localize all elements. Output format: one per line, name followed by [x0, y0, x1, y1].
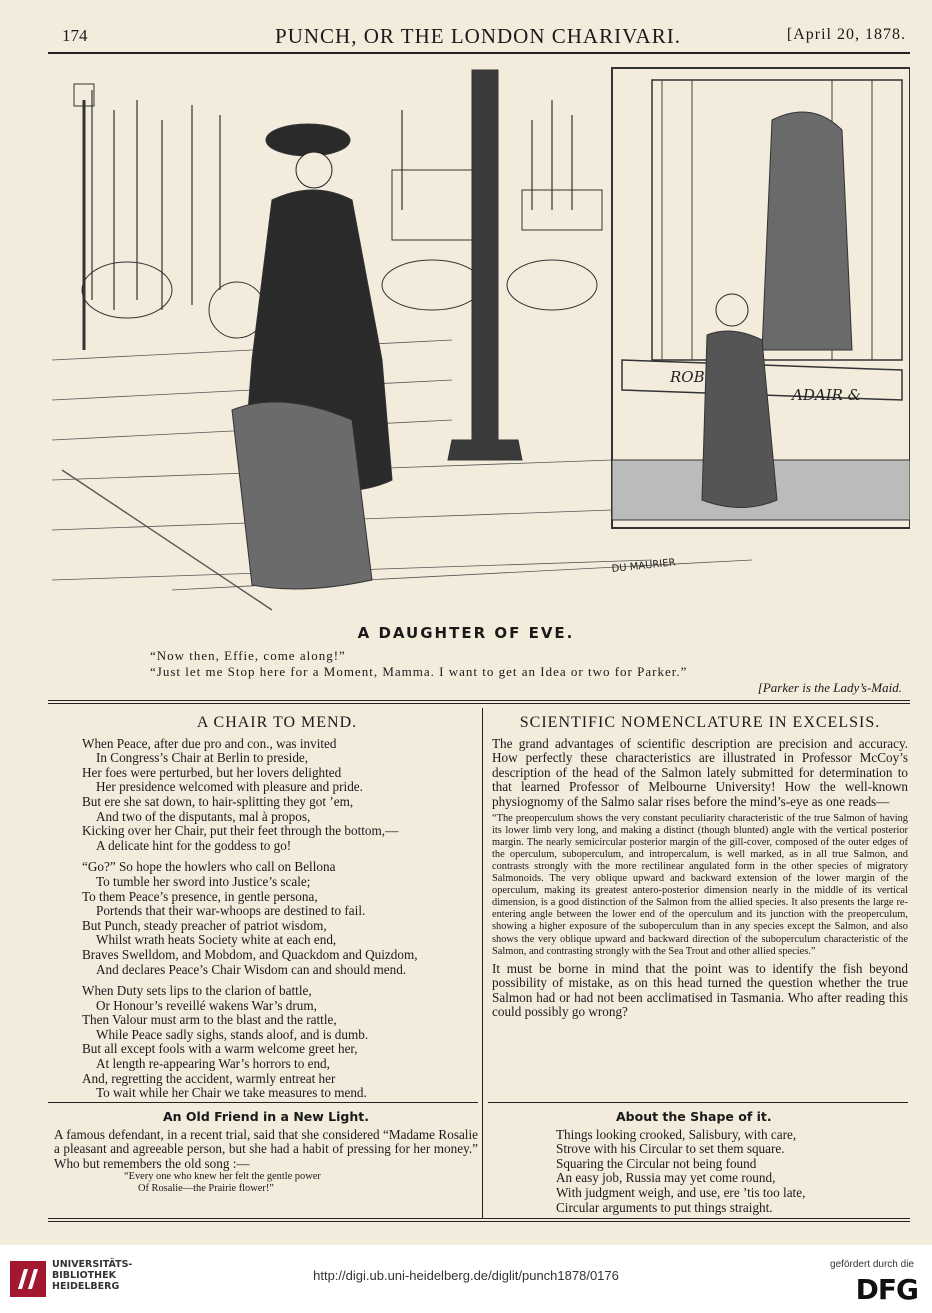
- poem-line: Her foes were perturbed, but her lovers delighted: [82, 764, 342, 780]
- poem-line: But Punch, steady preacher of patriot wisdom,: [82, 917, 327, 933]
- shape-title: About the Shape of it.: [616, 1109, 772, 1124]
- lady-hat: [266, 124, 350, 156]
- poem-line: Squaring the Circular not being found: [556, 1155, 757, 1171]
- poem-line: And declares Peace’s Chair Wisdom can and should mend.: [96, 961, 407, 977]
- girl-coat: [702, 331, 777, 508]
- lady-head: [296, 152, 332, 188]
- song-line-2: Of Rosalie—the Prairie flower!”: [138, 1183, 274, 1195]
- building: [522, 190, 602, 230]
- song-line-1: “Every one who knew her felt the gentle power: [124, 1171, 321, 1183]
- article-title: SCIENTIFIC NOMENCLATURE IN EXCELSIS.: [519, 714, 881, 731]
- library-name-line: UNIVERSITÄTS-: [52, 1259, 133, 1270]
- poem-line: Then Valour must arm to the blast and the rattle,: [82, 1012, 337, 1028]
- caption-note: [Parker is the Lady’s-Maid.: [757, 680, 902, 695]
- lower-rule-left: [48, 1102, 478, 1103]
- caption-line-1: “Now then, Effie, come along!”: [150, 648, 346, 663]
- girl-head: [716, 294, 748, 326]
- column-base: [448, 440, 522, 460]
- article-intro: The grand advantages of scientific description are precision and accuracy. How perfectly these characteristics are illustrated in Professor McCoy’s description of the head of the Salmon lately submitted for determination to that learned Professor of Melbourne University! How the well-known physiognomy of the Salmo salar rises before the mind’s-eye as one reads—: [492, 735, 908, 809]
- poem-line: But all except fools with a warm welcome greet her,: [82, 1041, 358, 1057]
- poem-line: Braves Swelldom, and Mobdom, and Quackdom and Quizdom,: [82, 946, 418, 962]
- column-divider: [482, 708, 483, 1218]
- library-name-line: BIBLIOTHEK: [52, 1270, 116, 1281]
- horse-left: [82, 262, 172, 318]
- poem-line: Her presidence welcomed with pleasure and pride.: [96, 779, 363, 795]
- lower-rule-right: [488, 1102, 908, 1103]
- poem-line: “Go?” So hope the howlers who call on Bellona: [82, 859, 336, 875]
- poem-line: When Duty sets lips to the clarion of battle,: [82, 983, 312, 999]
- shop-sign-left-text: ROB: [670, 368, 705, 386]
- poem-line: To tumble her sword into Justice’s scale;: [96, 873, 311, 889]
- poem-line: While Peace sadly sighs, stands aloof, and is dumb.: [96, 1026, 369, 1042]
- poem-line: Whilst wrath heats Society white at each end,: [96, 932, 337, 948]
- horse-middle: [382, 260, 482, 310]
- poem-line: Circular arguments to put things straight.: [556, 1199, 773, 1215]
- horse-right: [507, 260, 597, 310]
- dfg-logo[interactable]: DFG: [855, 1273, 918, 1306]
- poem-line: Things looking crooked, Salisbury, with care,: [556, 1126, 797, 1142]
- masthead-title: PUNCH, OR THE LONDON CHARIVARI.: [275, 24, 681, 48]
- old-friend-body: A famous defendant, in a recent trial, said that she considered “Madame Rosalie a pleasant and agreeable person, but she had a habit of pressing for her money.” Who but remembers the old song :—: [54, 1126, 478, 1171]
- permalink-url[interactable]: http://digi.ub.uni-heidelberg.de/diglit/punch1878/0176: [313, 1268, 619, 1283]
- old-friend-article: [54, 1110, 478, 1196]
- scientific-nomenclature-article: [492, 716, 908, 1020]
- poem-line: Portends that their war-whoops are destined to fail.: [96, 903, 366, 919]
- section-rule-2: [48, 703, 910, 704]
- shape-poem: [556, 1110, 906, 1215]
- poem-line: When Peace, after due pro and con., was invited: [82, 735, 337, 751]
- dress-on-display: [762, 112, 852, 350]
- poem-line: To wait while her Chair we take measures to mend.: [96, 1085, 367, 1101]
- poem-line: With judgment weigh, and use, ere ’tis too late,: [556, 1184, 806, 1200]
- old-friend-title: An Old Friend in a New Light.: [163, 1109, 369, 1124]
- funded-by-label: gefördert durch die: [830, 1259, 914, 1270]
- cartoon-title: A DAUGHTER OF EVE.: [357, 624, 575, 642]
- cartoon-drawing: [52, 60, 910, 620]
- library-name-line: HEIDELBERG: [52, 1281, 120, 1292]
- page-header: [44, 22, 912, 54]
- poem-line: Or Honour’s reveillé wakens War’s drum,: [96, 997, 317, 1013]
- shop-sign-right-text: ADAIR &: [792, 386, 862, 404]
- cartoon-illustration: [52, 60, 910, 620]
- caption-line-2: “Just let me Stop here for a Moment, Mamma. I want to get an Idea or two for Parker.”: [150, 664, 688, 679]
- poem-title: A CHAIR TO MEND.: [196, 714, 358, 731]
- poem-line: But ere she sat down, to hair-splitting they got ’em,: [82, 793, 354, 809]
- poem-chair-to-mend: [82, 716, 472, 1101]
- poem-line: And, regretting the accident, warmly entreat her: [82, 1070, 336, 1086]
- bottom-rule: [48, 1218, 910, 1219]
- viewer-footer: [0, 1245, 932, 1313]
- warehouse: [392, 170, 482, 240]
- artist-signature: DU MAURIER: [611, 557, 677, 575]
- poem-line: At length re-appearing War’s horrors to end,: [96, 1056, 330, 1072]
- poem-line: A delicate hint for the goddess to go!: [96, 837, 292, 853]
- poem-line: In Congress’s Chair at Berlin to preside,: [96, 750, 309, 766]
- poem-line: And two of the disputants, mal à propos,: [96, 808, 311, 824]
- article-conclusion: It must be borne in mind that the point was to identify the fish beyond possibility of mistake, as on this head turned the question whether the true Salmon had or had not been acclimatised in Tasmania. Who after reading this could possibly go wrong?: [492, 960, 908, 1020]
- issue-date: [April 20, 1878.: [786, 26, 906, 43]
- iron-column: [472, 70, 498, 440]
- poem-line: Strove with his Circular to set them square.: [556, 1141, 785, 1157]
- article-quote: “The preoperculum shows the very constant peculiarity characteristic of the true Salmon of having its lower limb very long, and making a distinct (though blunted) angle with the vertical posterior margin. The nearly semicircular posterior margin of the gill-cover, composed of the outer edges of the operculum, suboperculum, and intropercalum, is well marked, as in all true Salmon, and contrasts strongly with the more rectilinear angulated form in the other species of migratory Salmonoids. The very oblique upward and backward extension of the lower margin of the operculum, making its greatest antero-posterior dimension nearly in the middle of its vertical dimension, is a good distinction of the Salmon from the allied species. It also presents the large re-entering angle between the lower end of the operculum and its junction with the preoperculum, showing a higher exposure of the suboperculum than in any species except the Salmon, and also shows the very oblique upward and backward direction of the suboperculum characteristic of the Salmon, and contrasting strongly with the Sea Trout and other allied species.”: [492, 812, 908, 957]
- poem-line: Kicking over her Chair, put their feet through the bottom,—: [82, 823, 399, 839]
- poem-line: An easy job, Russia may yet come round,: [556, 1170, 776, 1186]
- bottom-rule-2: [48, 1221, 910, 1222]
- lady-skirt: [232, 402, 372, 589]
- header-rule: [48, 52, 910, 54]
- section-rule: [48, 700, 910, 701]
- poem-line: To them Peace’s presence, in gentle persona,: [82, 888, 318, 904]
- page-number: 174: [62, 26, 88, 45]
